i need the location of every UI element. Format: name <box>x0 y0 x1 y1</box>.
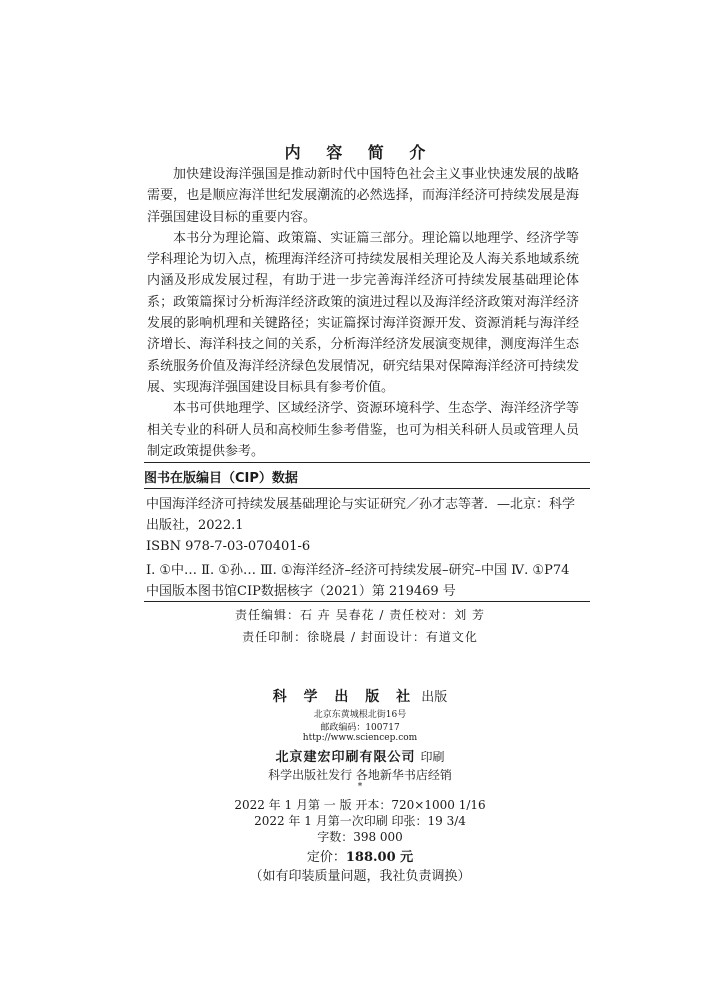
cip-title-line: 中国海洋经济可持续发展基础理论与实证研究／孙才志等著．—北京：科学 <box>146 497 576 512</box>
printer-line <box>0 746 720 765</box>
printer-name: 北京建宏印刷有限公司 <box>275 750 416 765</box>
publisher-suffix: 出版 <box>421 690 448 705</box>
word-count: 字数：398 000 <box>317 830 403 844</box>
cip-publisher-line: 出版社，2022.1 <box>146 518 244 533</box>
cip-body <box>146 494 590 602</box>
publisher-website: http://www.sciencep.com <box>302 733 418 743</box>
separator-star: * <box>357 782 363 792</box>
quality-notice: （如有印装质量问题，我社负责调换） <box>249 869 471 884</box>
summary-heading: 内 容 简 介 <box>284 143 436 162</box>
publisher-name: 科 学 出 版 社 <box>272 689 417 705</box>
staff-line-production: 责任印制：徐晓晨 / 封面设计：有道文化 <box>242 630 478 644</box>
cip-box <box>144 462 590 602</box>
summary-body <box>147 164 579 462</box>
cip-divider <box>144 488 590 489</box>
cip-record-number: 中国版本图书馆CIP数据核字（2021）第 219469 号 <box>146 584 456 599</box>
publisher-line <box>0 686 720 706</box>
publisher-address: 北京东黄城根北街16号 <box>313 710 407 720</box>
printer-suffix: 印刷 <box>420 750 445 764</box>
price-value: 188.00 元 <box>345 850 414 865</box>
summary-paragraph-1: 加快建设海洋强国是推动新时代中国特色社会主义事业快速发展的战略需要，也是顺应海洋世纪发展潮流的必然选择，而海洋经济可持续发展是海洋强国建设目标的重要内容。 <box>147 167 579 225</box>
printing-line: 2022 年 1 月第一次印刷 印张：19 3/4 <box>254 814 466 828</box>
distribution-line: 科学出版社发行 各地新华书店经销 <box>268 768 452 782</box>
price-line <box>0 846 720 865</box>
summary-paragraph-2: 本书分为理论篇、政策篇、实证篇三部分。理论篇以地理学、经济学等学科理论为切入点，梳理海洋经济可持续发展相关理论及人海关系地域系统内涵及形成发展过程，有助于进一步完善海洋经济可持续发展基础理论体系；政策篇探讨分析海洋经济政策的演进过程以及海洋经济政策对海洋经济发展的影响机理和关键路径；实证篇探讨海洋资源开发、资源消耗与海洋经济增长、海洋科技之间的关系，分析海洋经济发展演变规律，测度海洋生态系统服务价值及海洋经济绿色发展情况，研究结果对保障海洋经济可持续发展、实现海洋强国建设目标具有参考价值。 <box>147 230 579 395</box>
staff-line-editors: 责任编辑：石 卉 吴春花 / 责任校对：刘 芳 <box>234 608 486 622</box>
cip-heading: 图书在版编目（CIP）数据 <box>144 471 298 486</box>
edition-line: 2022 年 1 月第 一 版 开本：720×1000 1/16 <box>234 798 486 812</box>
cip-isbn: ISBN 978-7-03-070401-6 <box>146 539 311 554</box>
cip-classification: Ⅰ. ①中… Ⅱ. ①孙… Ⅲ. ①海洋经济–经济可持续发展–研究–中国 Ⅳ. ①P74 <box>146 563 570 578</box>
publisher-postcode: 邮政编码：100717 <box>320 723 400 733</box>
price-label: 定价： <box>306 850 346 865</box>
summary-paragraph-3: 本书可供地理学、区域经济学、资源环境科学、生态学、海洋经济学等相关专业的科研人员和高校师生参考借鉴，也可为相关科研人员或管理人员制定政策提供参考。 <box>147 401 579 459</box>
